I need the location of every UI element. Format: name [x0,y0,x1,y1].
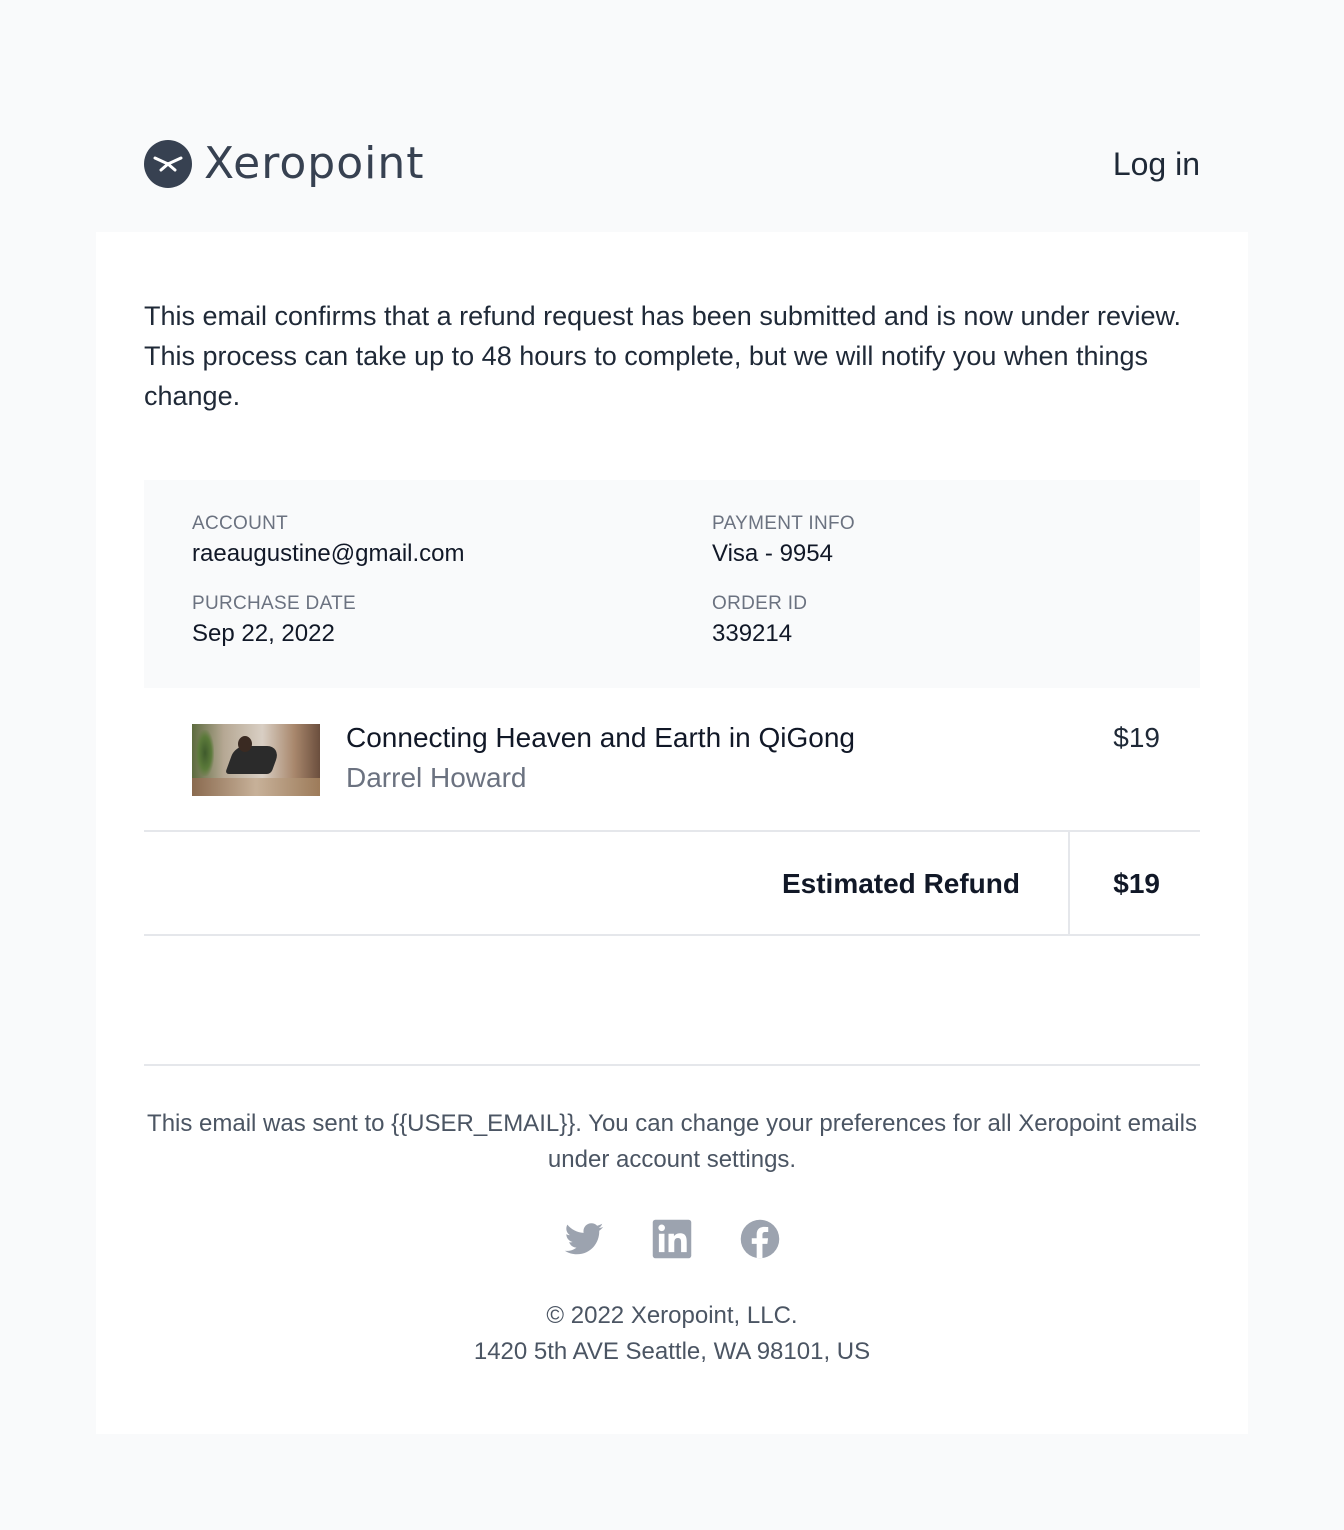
payment-label: PAYMENT INFO [712,513,855,534]
copyright-text: © 2022 Xeropoint, LLC. [546,1302,798,1329]
twitter-icon[interactable] [563,1218,605,1260]
refund-label: Estimated Refund [781,868,1020,899]
thumbnail-floor [192,778,320,796]
refund-amount: $19 [1113,868,1160,899]
brand-name: Xeropoint [204,138,425,189]
course-price: $19 [1113,722,1160,753]
email-header [144,134,1200,194]
purchase-date-value: Sep 22, 2022 [192,620,335,647]
purchase-date-info [192,592,356,650]
purchase-date-label: PURCHASE DATE [192,593,357,614]
order-id-info [712,592,807,650]
account-info [192,512,465,570]
refund-summary-row [144,830,1200,936]
order-id-label: ORDER ID [712,593,808,614]
email-card [96,232,1248,1434]
account-label: ACCOUNT [192,513,289,534]
login-link[interactable]: Log in [1112,146,1200,182]
order-info-panel [144,480,1200,688]
xeropoint-logo-icon [144,140,192,188]
order-id-value: 339214 [712,620,793,647]
intro-paragraph: This email confirms that a refund request has been submitted and is now under review. This process can take up to 48 hours to complete, but we will notify you when things change. [144,301,1182,411]
thumbnail-head [238,736,252,752]
company-address: 1420 5th AVE Seattle, WA 98101, US [473,1338,871,1365]
course-thumbnail[interactable] [192,724,320,796]
footer-preferences-note: This email was sent to {{USER_EMAIL}}. You can change your preferences for all Xeropoint emails under account settings. [147,1110,1197,1173]
account-value: raeaugustine@gmail.com [192,540,465,567]
line-item-row [144,688,1200,832]
thumbnail-plant [196,730,214,776]
linkedin-icon[interactable] [651,1218,693,1260]
course-title[interactable]: Connecting Heaven and Earth in QiGong [346,722,855,753]
payment-info [712,512,855,570]
facebook-icon[interactable] [739,1218,781,1260]
thumbnail-figure [225,746,281,774]
course-author: Darrel Howard [346,762,527,793]
social-links [96,1218,1248,1260]
refund-column-divider [1068,832,1070,934]
company-info [96,1298,1248,1370]
payment-value: Visa - 9954 [712,540,833,567]
footer-divider [144,1064,1200,1066]
brand-logo-link[interactable] [144,140,425,188]
